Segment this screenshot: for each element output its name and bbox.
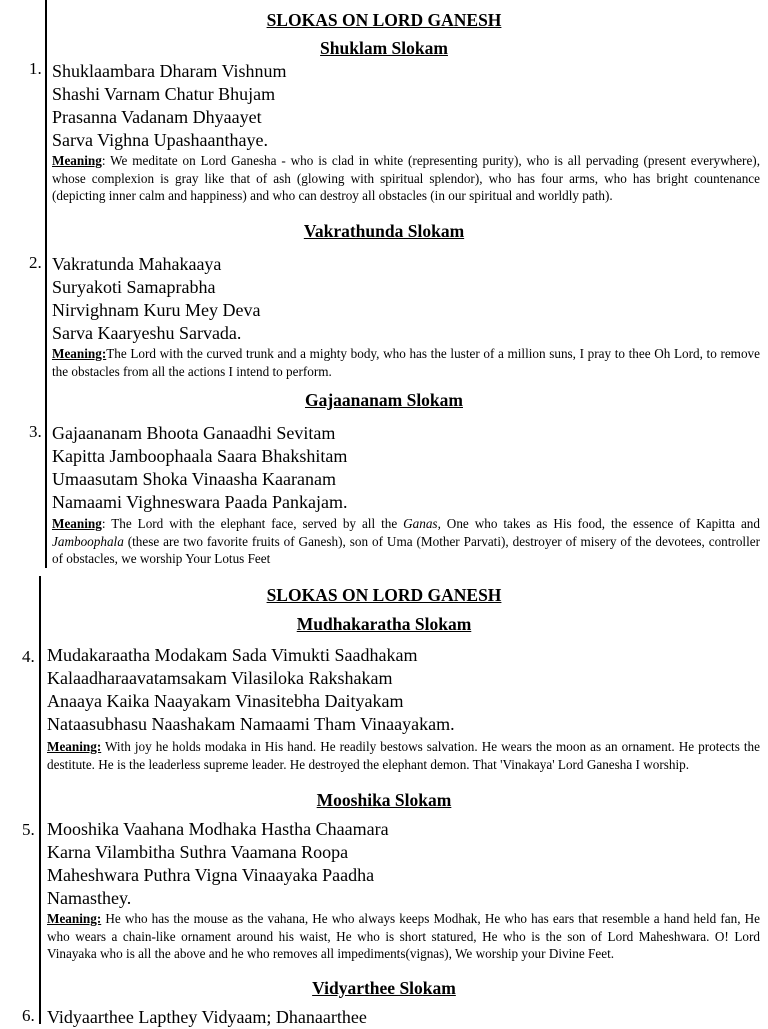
sloka-number: 4. — [22, 647, 35, 666]
meaning-text: With joy he holds modaka in His hand. He readily bestows salvation. He wears the moon as an ornament. He protects the destitute. He is the leaderless supreme leader. He destroyed the elephant demon. That 'Vinakaya' Lord Ganesha I worship. — [47, 739, 760, 772]
sloka-meaning — [52, 152, 760, 205]
sloka-heading: Vakrathunda Slokam — [303, 221, 465, 241]
sloka-verse — [52, 60, 287, 152]
sloka-verse — [52, 422, 348, 514]
verse-line: Mudakaraatha Modakam Sada Vimukti Saadhakam — [47, 645, 418, 665]
sloka-heading: Mooshika Slokam — [316, 790, 452, 810]
sloka-meaning — [52, 345, 760, 380]
sloka-meaning — [47, 910, 760, 963]
meaning-label: Meaning — [52, 516, 102, 531]
sloka-verse — [47, 818, 389, 910]
page-title: SLOKAS ON LORD GANESH — [266, 585, 502, 605]
meaning-text: : We meditate on Lord Ganesha - who is clad in white (representing purity), who is all pervading (present everywhere), whose complexion is gray like that of ash (glowing with spiritual splendor), who has four arms, who has bright countenance (depicting inner calm and happiness) and who can destroy all obstacles (in our spiritual and worldly path). — [52, 153, 760, 204]
verse-line: Gajaananam Bhoota Ganaadhi Sevitam — [52, 423, 336, 443]
page1-margin-line — [45, 0, 47, 568]
sloka-heading: Gajaananam Slokam — [304, 390, 463, 410]
verse-line: Nirvighnam Kuru Mey Deva — [52, 300, 261, 320]
verse-line: Anaaya Kaika Naayakam Vinasitebha Daityakam — [47, 691, 404, 711]
meaning-text: (these are two favorite fruits of Ganesh), son of Uma (Mother Parvati), destroyer of misery of the devotees, controller of obstacles, we worship Your Lotus Feet — [52, 533, 760, 567]
verse-line: Namaami Vighneswara Paada Pankajam. — [52, 492, 348, 512]
verse-line: Vakratunda Mahakaaya — [52, 254, 222, 274]
verse-line: Kalaadharaavatamsakam Vilasiloka Rakshakam — [47, 668, 393, 688]
meaning-text: He who has the mouse as the vahana, He who always keeps Modhak, He who has ears that resemble a hand held fan, He who wears a chain-like ornament around his waist, He who is short statured, He who is the son of Lord Maheshwara. O! Lord Vinayaka who is all the above and he who removes all impediments(vignas), We worship your Divine Feet. — [47, 911, 760, 962]
meaning-text: : The Lord with the elephant face, served by all the — [101, 516, 404, 531]
sloka-meaning — [47, 738, 760, 773]
sloka-number: 6. — [22, 1006, 35, 1025]
verse-line: Shuklaambara Dharam Vishnum — [52, 61, 287, 81]
meaning-label: Meaning: — [47, 911, 102, 926]
verse-line: Shashi Varnam Chatur Bhujam — [52, 84, 276, 104]
meaning-text: , One who takes as His food, the essence of Kapitta and — [437, 516, 760, 531]
sloka-number: 2. — [29, 253, 42, 272]
sloka-meaning — [52, 515, 760, 568]
verse-line: Umaasutam Shoka Vinaasha Kaaranam — [52, 469, 336, 489]
verse-line: Nataasubhasu Naashakam Namaami Tham Vinaayakam. — [47, 714, 455, 734]
verse-line: Kapitta Jamboophaala Saara Bhakshitam — [52, 446, 348, 466]
sloka-heading: Mudhakaratha Slokam — [296, 614, 472, 634]
sloka-verse — [47, 644, 455, 736]
sloka-verse — [47, 1006, 367, 1029]
verse-line: Mooshika Vaahana Modhaka Hastha Chaamara — [47, 819, 389, 839]
verse-line: Vidyaarthee Lapthey Vidyaam; Dhanaarthee — [47, 1007, 367, 1027]
sloka-number: 5. — [22, 820, 35, 839]
meaning-italic-term: Ganas — [403, 516, 438, 531]
verse-line: Sarva Vighna Upashaanthaye. — [52, 130, 269, 150]
page-title: SLOKAS ON LORD GANESH — [266, 10, 502, 30]
verse-line: Namasthey. — [47, 888, 132, 908]
sloka-verse — [52, 253, 260, 345]
sloka-heading: Vidyarthee Slokam — [312, 978, 456, 998]
sloka-heading: Shuklam Slokam — [320, 38, 448, 58]
meaning-label: Meaning — [52, 153, 102, 168]
sloka-number: 1. — [29, 59, 42, 78]
meaning-italic-term: Jamboophala — [52, 533, 124, 549]
verse-line: Prasanna Vadanam Dhyaayet — [52, 107, 262, 127]
verse-line: Suryakoti Samaprabha — [52, 277, 216, 297]
verse-line: Karna Vilambitha Suthra Vaamana Roopa — [47, 842, 349, 862]
meaning-label: Meaning: — [47, 739, 102, 754]
verse-line: Maheshwara Puthra Vigna Vinaayaka Paadha — [47, 865, 375, 885]
verse-line: Sarva Kaaryeshu Sarvada. — [52, 323, 242, 343]
sloka-number: 3. — [29, 422, 42, 441]
meaning-text: The Lord with the curved trunk and a mighty body, who has the luster of a million suns, I pray to thee Oh Lord, to remove the obstacles from all the actions I intend to perform. — [52, 346, 760, 379]
meaning-label: Meaning: — [52, 346, 107, 361]
